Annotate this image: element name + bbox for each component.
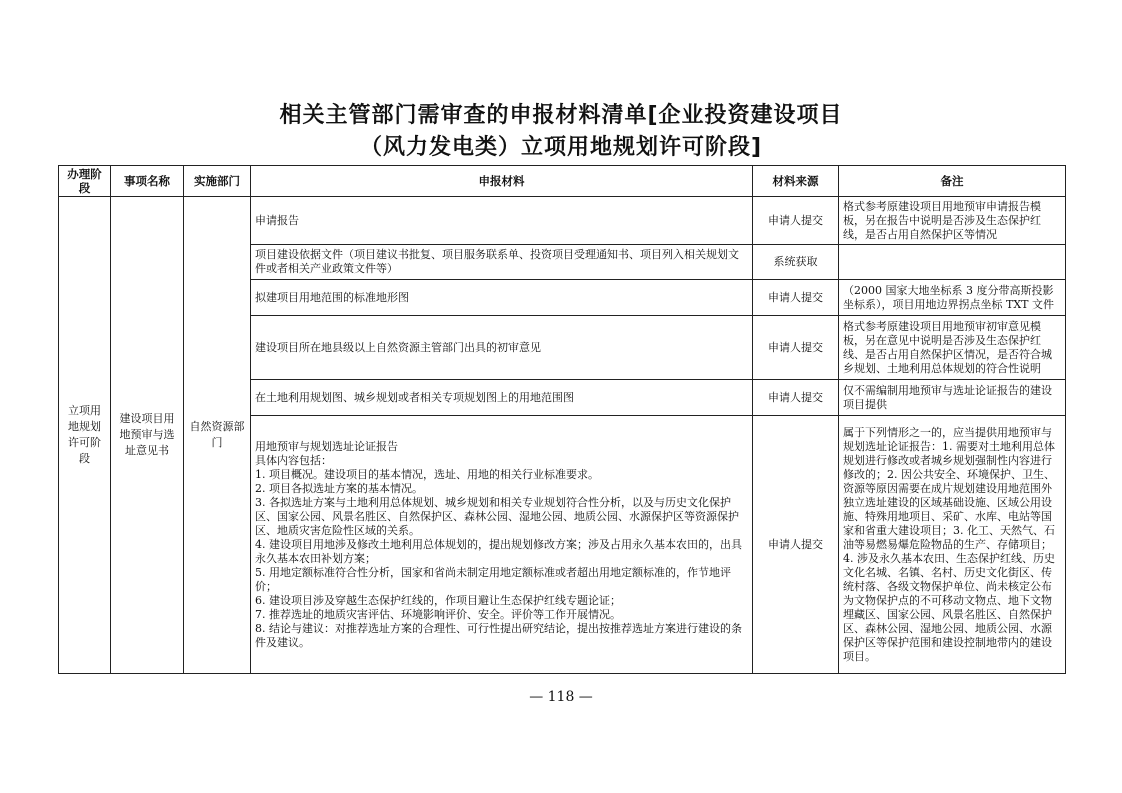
header-source: 材料来源 xyxy=(753,166,839,197)
remark-cell: 仅不需编制用地预审与选址论证报告的建设项目提供 xyxy=(839,380,1066,416)
material-cell: 申请报告 xyxy=(251,197,753,245)
materials-table xyxy=(58,165,1066,674)
remark-cell xyxy=(839,245,1066,280)
source-cell: 申请人提交 xyxy=(753,316,839,380)
header-stage: 办理阶段 xyxy=(59,166,111,197)
material-line: 7. 推荐选址的地质灾害评估、环境影响评价、安全。评价等工作开展情况。 xyxy=(255,607,621,621)
table-row xyxy=(59,197,1066,245)
material-line: 用地预审与规划选址论证报告 xyxy=(255,439,398,453)
remark-cell: 格式参考原建设项目用地预审申请报告模板，另在报告中说明是否涉及生态保护红线，是否占用自然保护区等情况 xyxy=(839,197,1066,245)
header-materials: 申报材料 xyxy=(251,166,753,197)
source-cell: 申请人提交 xyxy=(753,280,839,316)
remark-cell: （2000 国家大地坐标系 3 度分带高斯投影坐标系），项目用地边界拐点坐标 TXT 文件 xyxy=(839,280,1066,316)
material-cell: 建设项目所在地县级以上自然资源主管部门出具的初审意见 xyxy=(251,316,753,380)
material-cell: 在土地利用规划图、城乡规划或者相关专项规划图上的用地范围图 xyxy=(251,380,753,416)
header-remarks: 备注 xyxy=(839,166,1066,197)
source-cell: 申请人提交 xyxy=(753,416,839,674)
dept-cell: 自然资源部门 xyxy=(184,197,251,674)
source-cell: 申请人提交 xyxy=(753,197,839,245)
item-name-cell: 建设项目用地预审与选址意见书 xyxy=(111,197,184,674)
document-title-line-1: 相关主管部门需审查的申报材料清单[企业投资建设项目 xyxy=(279,103,843,128)
material-line: 2. 项目各拟选址方案的基本情况。 xyxy=(255,481,423,495)
page-number: — 118 — xyxy=(529,689,593,705)
material-line: 具体内容包括： xyxy=(255,453,332,467)
material-cell xyxy=(251,416,753,674)
remark-cell: 格式参考原建设项目用地预审初审意见模板，另在意见中说明是否涉及生态保护红线、是否占用自然保护区情况，是否符合城乡规划、土地利用总体规划的符合性说明 xyxy=(839,316,1066,380)
material-line: 3. 各拟选址方案与土地利用总体规划、城乡规划和相关专业规划符合性分析，以及与历史文化保护区、国家公园、风景名胜区、自然保护区、森林公园、湿地公园、地质公园、水源保护区等资源保护区、地质灾害危险性区域的关系。 xyxy=(255,495,739,537)
material-line: 4. 建设项目用地涉及修改土地利用总体规划的，提出规划修改方案；涉及占用永久基本农田的，出具永久基本农田补划方案； xyxy=(255,537,742,565)
stage-cell: 立项用地规划许可阶段 xyxy=(59,197,111,674)
table-header-row xyxy=(59,166,1066,197)
header-dept: 实施部门 xyxy=(184,166,251,197)
material-line: 8. 结论与建议：对推荐选址方案的合理性、可行性提出研究结论，提出按推荐选址方案进行建设的条件及建议。 xyxy=(255,621,742,649)
source-cell: 系统获取 xyxy=(753,245,839,280)
material-cell: 拟建项目用地范围的标准地形图 xyxy=(251,280,753,316)
material-line: 5. 用地定额标准符合性分析，国家和省尚未制定用地定额标准或者超出用地定额标准的，作节地评价； xyxy=(255,565,731,593)
source-cell: 申请人提交 xyxy=(753,380,839,416)
header-item-name: 事项名称 xyxy=(111,166,184,197)
material-line: 6. 建设项目涉及穿越生态保护红线的，作项目避让生态保护红线专题论证； xyxy=(255,593,621,607)
remark-cell: 属于下列情形之一的，应当提供用地预审与规划选址论证报告：1. 需要对土地利用总体规划进行修改或者城乡规划强制性内容进行修改的；2. 因公共安全、环境保护、卫生、资源等原因需要在成片规划建设用地范围外独立选址建设的区域基础设施、区域公用设施、特殊用地项目、采矿、水库、电站等国家和省重大建设项目；3. 化工、天然气、石油等易燃易爆危险物品的生产、存储项目；4. 涉及永久基本农田、生态保护红线、历史文化名城、名镇、名村、历史文化街区、传统村落、各级文物保护单位、尚未核定公布为文物保护点的不可移动文物点、地下文物埋藏区、国家公园、风景名胜区、自然保护区、森林公园、湿地公园、地质公园、水源保护区等保护范围和建设控制地带内的建设项目。 xyxy=(839,416,1066,674)
material-line: 1. 项目概况。建设项目的基本情况，选址、用地的相关行业标准要求。 xyxy=(255,467,599,481)
document-title-line-2: （风力发电类）立项用地规划许可阶段] xyxy=(359,135,763,160)
material-cell: 项目建设依据文件（项目建议书批复、项目服务联系单、投资项目受理通知书、项目列入相关规划文件或者相关产业政策文件等） xyxy=(251,245,753,280)
